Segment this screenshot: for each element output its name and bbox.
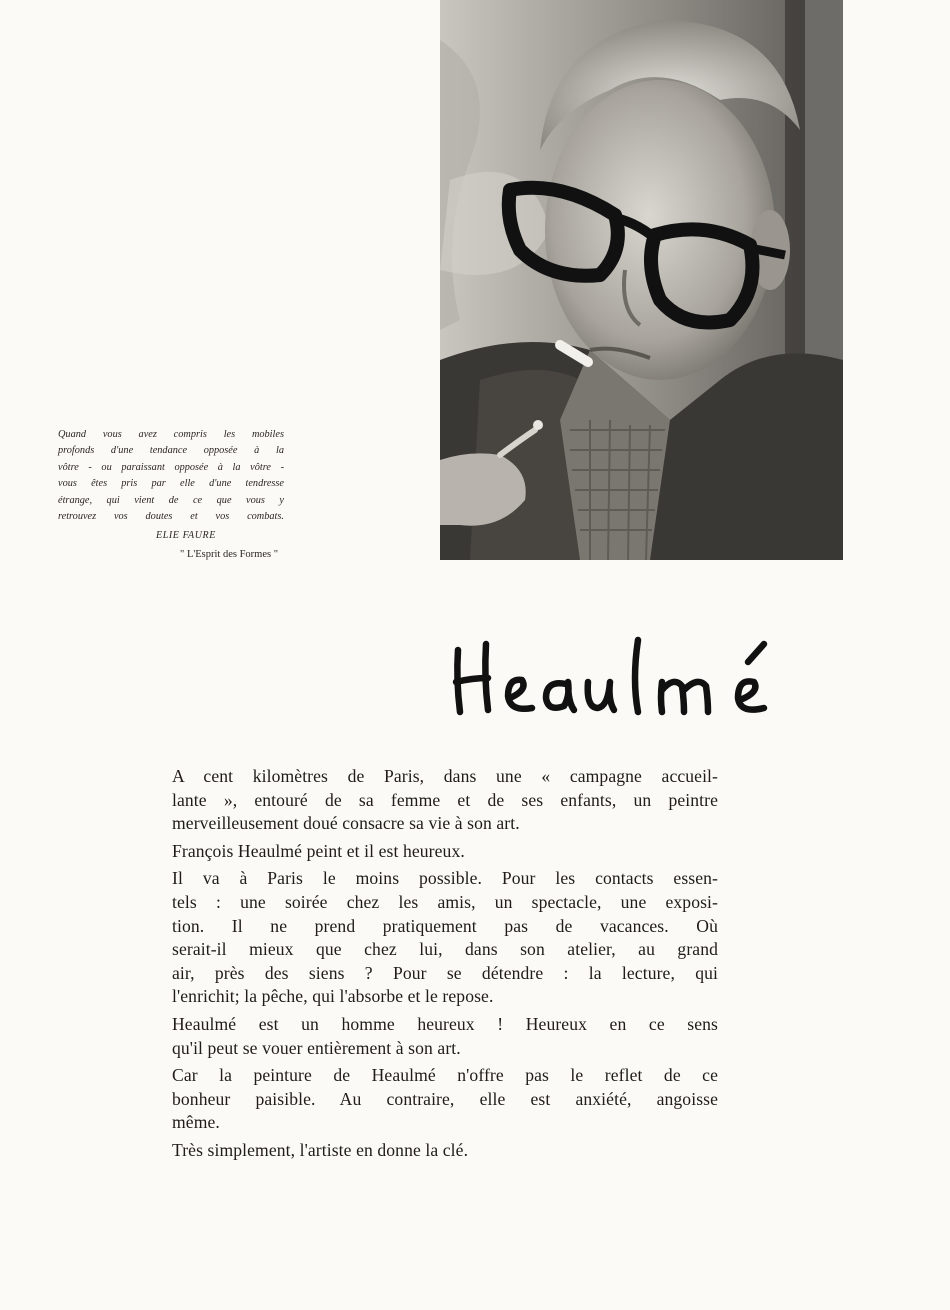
- article-body: [172, 765, 718, 1167]
- quote-line: étrange, qui vient de ce que vous y: [58, 494, 284, 506]
- text-line: Car la peinture de Heaulmé n'offre pas le reflet de ce: [172, 1065, 718, 1086]
- text-line: Il va à Paris le moins possible. Pour les contacts essen-: [172, 868, 718, 889]
- text-line: même.: [172, 1112, 220, 1133]
- epigraph-quote: [58, 427, 284, 525]
- text-line: Heaulmé est un homme heureux ! Heureux en ce sens: [172, 1013, 718, 1034]
- text-line: merveilleusement doué consacre sa vie à son art.: [172, 813, 520, 834]
- text-line: Très simplement, l'artiste en donne la clé.: [172, 1139, 469, 1160]
- quote-source: " L'Esprit des Formes ": [180, 549, 278, 560]
- portrait-photo: [440, 0, 843, 560]
- paragraph: [172, 867, 718, 1009]
- paragraph: [172, 1064, 718, 1135]
- signature-logo: [448, 620, 828, 730]
- text-line: François Heaulmé peint et il est heureux.: [172, 840, 465, 861]
- quote-author: ELIE FAURE: [156, 530, 216, 541]
- text-line: l'enrichit; la pêche, qui l'absorbe et le repose.: [172, 986, 494, 1007]
- text-line: bonheur paisible. Au contraire, elle est anxiété, angoisse: [172, 1088, 718, 1109]
- quote-line: profonds d'une tendance opposée à la: [58, 445, 284, 457]
- paragraph: [172, 840, 718, 864]
- quote-line: vous êtes pris par elle d'une tendresse: [58, 478, 284, 490]
- quote-line: Quand vous avez compris les mobiles: [58, 429, 284, 440]
- text-line: air, près des siens ? Pour se détendre : la lecture, qui: [172, 962, 718, 983]
- paragraph: [172, 765, 718, 836]
- text-line: A cent kilomètres de Paris, dans une « campagne accueil-: [172, 766, 718, 786]
- text-line: lante », entouré de sa femme et de ses enfants, un peintre: [172, 789, 718, 810]
- text-line: qu'il peut se vouer entièrement à son art.: [172, 1037, 461, 1058]
- paragraph: [172, 1013, 718, 1060]
- text-line: tion. Il ne prend pratiquement pas de vacances. Où: [172, 915, 718, 936]
- text-line: tels : une soirée chez les amis, un spectacle, une exposi-: [172, 891, 718, 912]
- quote-line: vôtre - ou paraissant opposée à la vôtre -: [58, 461, 284, 473]
- text-line: serait-il mieux que chez lui, dans son atelier, au grand: [172, 939, 718, 960]
- quote-line: retrouvez vos doutes et vos combats.: [58, 511, 284, 523]
- paragraph: [172, 1139, 718, 1163]
